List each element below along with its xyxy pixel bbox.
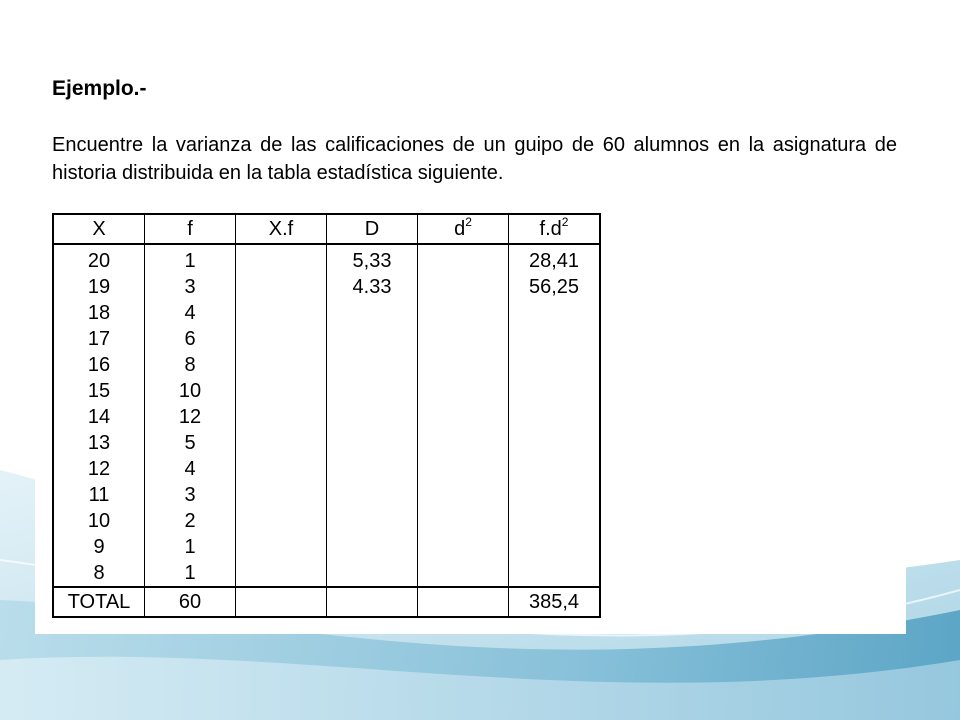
table-cell: 2 (184, 510, 196, 532)
table-cell: 11 (88, 484, 110, 506)
statistics-table (52, 213, 601, 618)
table-cell: 20 (87, 250, 111, 272)
total-d-squared (418, 587, 509, 617)
table-total-row (53, 587, 600, 617)
table-cell: 12 (87, 458, 111, 480)
table-cell: 3 (184, 276, 196, 298)
table-cell: 5 (184, 432, 196, 454)
header-xf: X.f (236, 214, 327, 244)
table-cell: 13 (87, 432, 111, 454)
header-fd-squared: $f.d^2$ (509, 214, 601, 244)
total-fd-squared: 385,4 (509, 587, 601, 617)
total-d (327, 587, 418, 617)
table-header-row (53, 214, 600, 244)
table-cell: 5,33 (352, 250, 392, 272)
table-cell: 10 (87, 510, 111, 532)
table-cell: 12 (178, 406, 202, 428)
table-cell: 14 (87, 406, 111, 428)
table-cell: 56,25 (528, 276, 580, 298)
table-cell: 4 (184, 302, 196, 324)
table-cell: 3 (184, 484, 196, 506)
table-cell: 9 (93, 536, 105, 558)
table-cell: 1 (184, 250, 196, 272)
table-cell: 10 (178, 380, 202, 402)
table-body-row (53, 244, 600, 587)
column-xf-values (236, 244, 327, 587)
table-cell: 8 (93, 562, 105, 584)
column-x-values (53, 244, 145, 587)
header-f: f (145, 214, 236, 244)
table-cell: 8 (184, 354, 196, 376)
header-x: X (53, 214, 145, 244)
table-cell: 4 (184, 458, 196, 480)
table-cell: 18 (87, 302, 111, 324)
total-f: 60 (145, 587, 236, 617)
document-title: Ejemplo.- (52, 77, 147, 100)
document-panel (35, 71, 906, 634)
table-cell: 16 (87, 354, 111, 376)
total-label: TOTAL (53, 587, 145, 617)
table-cell: 28,41 (528, 250, 580, 272)
table-cell: 15 (87, 380, 111, 402)
column-d-values (327, 244, 418, 587)
column-fd-squared-values (509, 244, 601, 587)
table-cell: 6 (184, 328, 196, 350)
total-xf (236, 587, 327, 617)
header-d: D (327, 214, 418, 244)
table-cell: 17 (87, 328, 111, 350)
problem-statement: Encuentre la varianza de las calificaciones de un guipo de 60 alumnos en la asignatura de historia distribuida en la tabla estadística siguiente. (52, 134, 897, 184)
table-cell: 1 (184, 536, 196, 558)
table-cell: 19 (87, 276, 111, 298)
column-d-squared-values (418, 244, 509, 587)
table-cell: 4.33 (352, 276, 392, 298)
column-f-values (145, 244, 236, 587)
table-cell: 1 (184, 562, 196, 584)
header-d-squared: $d^2$ (418, 214, 509, 244)
